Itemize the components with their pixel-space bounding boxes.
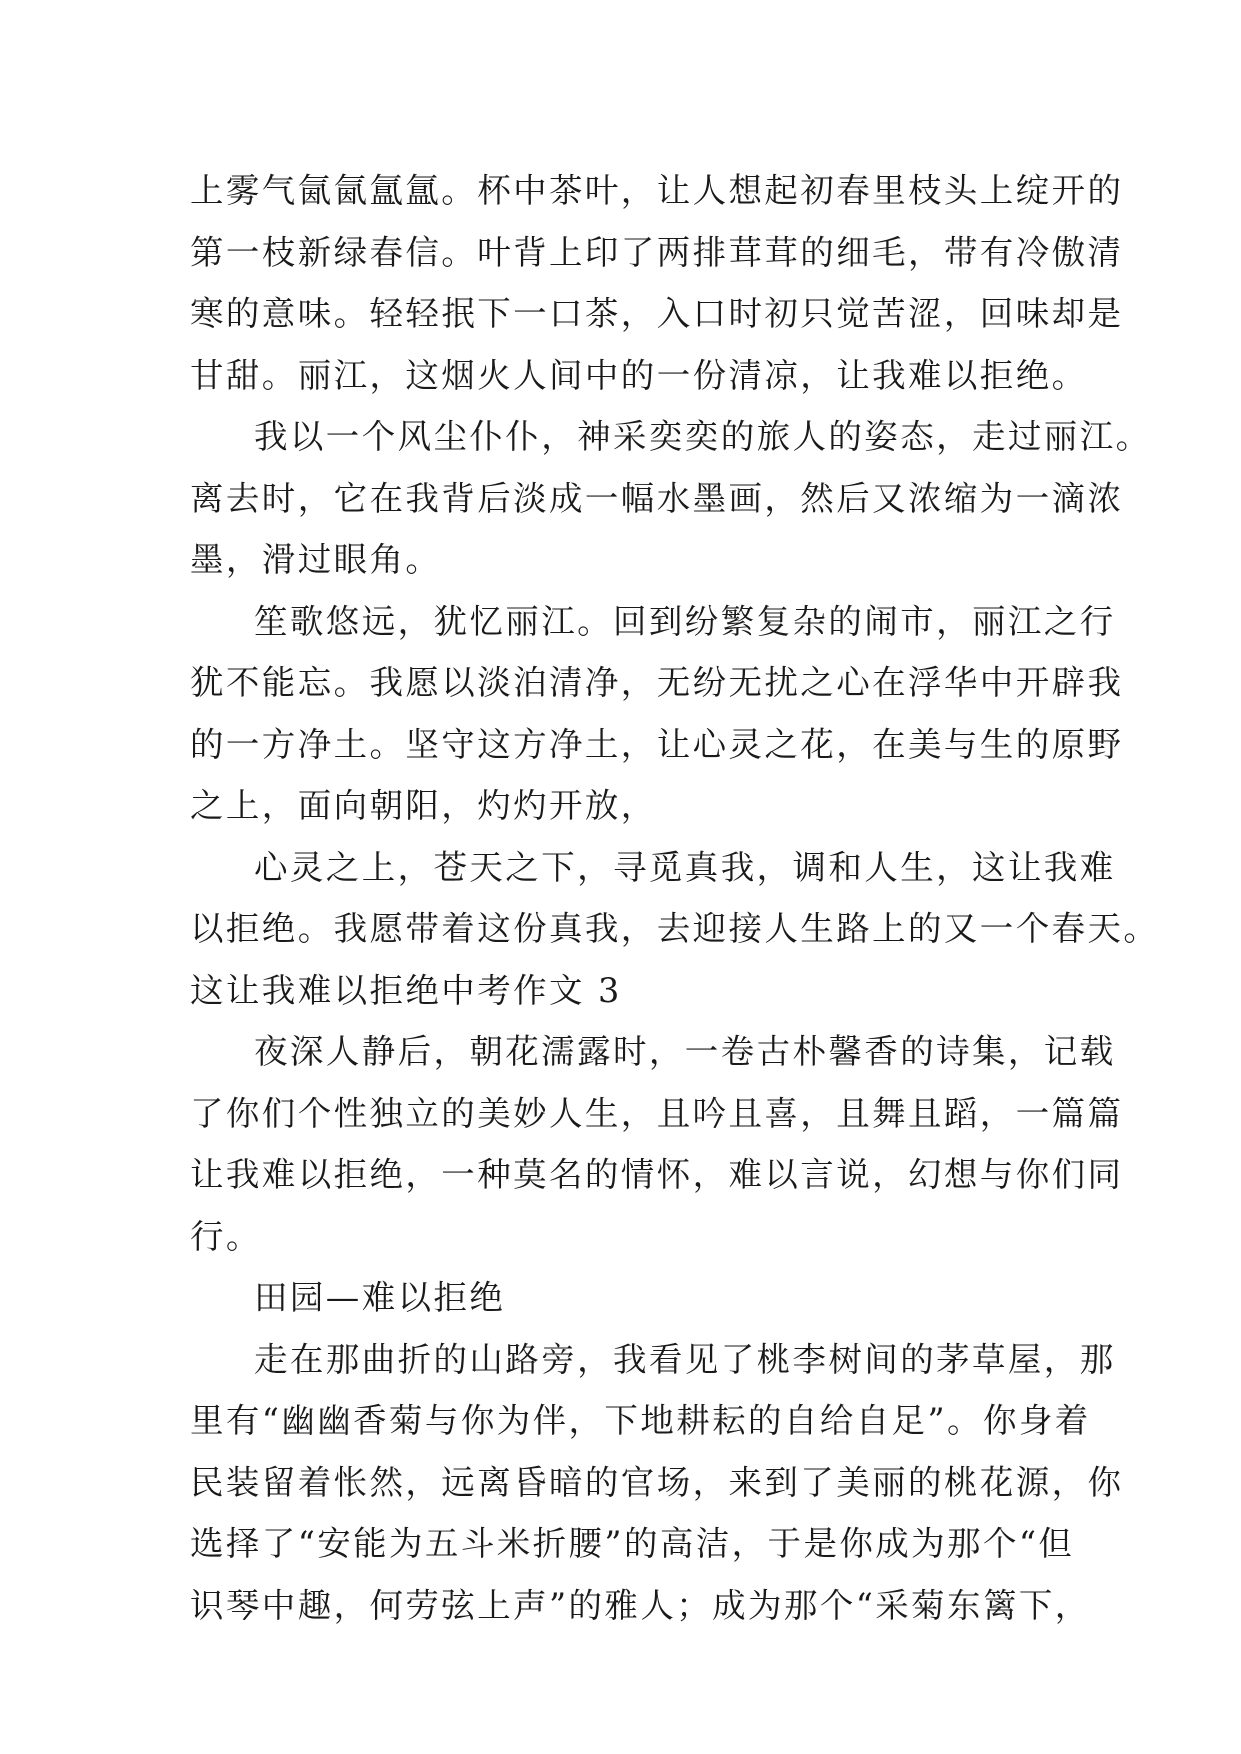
text-line: 以拒绝。我愿带着这份真我，去迎接人生路上的又一个春天。 bbox=[190, 909, 1160, 948]
text-line: 离去时，它在我背后淡成一幅水墨画，然后又浓缩为一滴浓 bbox=[190, 478, 1124, 518]
text-line: 的一方净土。坚守这方净土，让心灵之花，在美与生的原野 bbox=[190, 724, 1124, 764]
paragraph-start-line: 笙歌悠远，犹忆丽江。回到纷繁复杂的闹市，丽江之行 bbox=[254, 601, 1116, 641]
text-line: 里有“幽幽香菊与你为伴，下地耕耘的自给自足”。你身着 bbox=[190, 1401, 1091, 1440]
paragraph-start-line: 走在那曲折的山路旁，我看见了桃李树间的茅草屋，那 bbox=[254, 1339, 1116, 1379]
paragraph-start-line: 心灵之上，苍天之下，寻觅真我，调和人生，这让我难 bbox=[254, 847, 1116, 887]
paragraph-start-line: 夜深人静后，朝花濡露时，一卷古朴馨香的诗集，记载 bbox=[254, 1032, 1116, 1071]
document-page bbox=[190, 160, 1160, 1636]
text-line: 甘甜。丽江，这烟火人间中的一份清凉，让我难以拒绝。 bbox=[190, 355, 1088, 395]
paragraph-start-line: 我以一个风尘仆仆，神采奕奕的旅人的姿态，走过丽江。 bbox=[254, 417, 1152, 456]
text-line: 寒的意味。轻轻抿下一口茶，入口时初只觉苦涩，回味却是 bbox=[190, 294, 1124, 333]
text-line: 了你们个性独立的美妙人生，且吟且喜，且舞且蹈，一篇篇 bbox=[190, 1093, 1124, 1133]
section-heading: 这让我难以拒绝中考作文 3 bbox=[190, 970, 622, 1010]
text-line: 行。 bbox=[190, 1216, 262, 1256]
text-line: 上雾气氤氤氲氲。杯中茶叶，让人想起初春里枝头上绽开的 bbox=[190, 171, 1124, 210]
subheading-line: 田园—难以拒绝 bbox=[254, 1278, 506, 1317]
text-line: 第一枝新绿春信。叶背上印了两排茸茸的细毛，带有冷傲清 bbox=[190, 232, 1124, 272]
text-line: 选择了“安能为五斗米折腰”的高洁，于是你成为那个“但 bbox=[190, 1524, 1075, 1563]
text-line: 墨，滑过眼角。 bbox=[190, 540, 442, 579]
text-line: 让我难以拒绝，一种莫名的情怀，难以言说，幻想与你们同 bbox=[190, 1155, 1124, 1194]
text-line: 犹不能忘。我愿以淡泊清净，无纷无扰之心在浮华中开辟我 bbox=[190, 663, 1124, 702]
text-line: 民装留着怅然，远离昏暗的官场，来到了美丽的桃花源，你 bbox=[190, 1462, 1124, 1502]
text-line: 识琴中趣，何劳弦上声”的雅人；成为那个“采菊东篱下， bbox=[190, 1585, 1091, 1625]
text-line: 之上，面向朝阳，灼灼开放， bbox=[190, 786, 657, 825]
